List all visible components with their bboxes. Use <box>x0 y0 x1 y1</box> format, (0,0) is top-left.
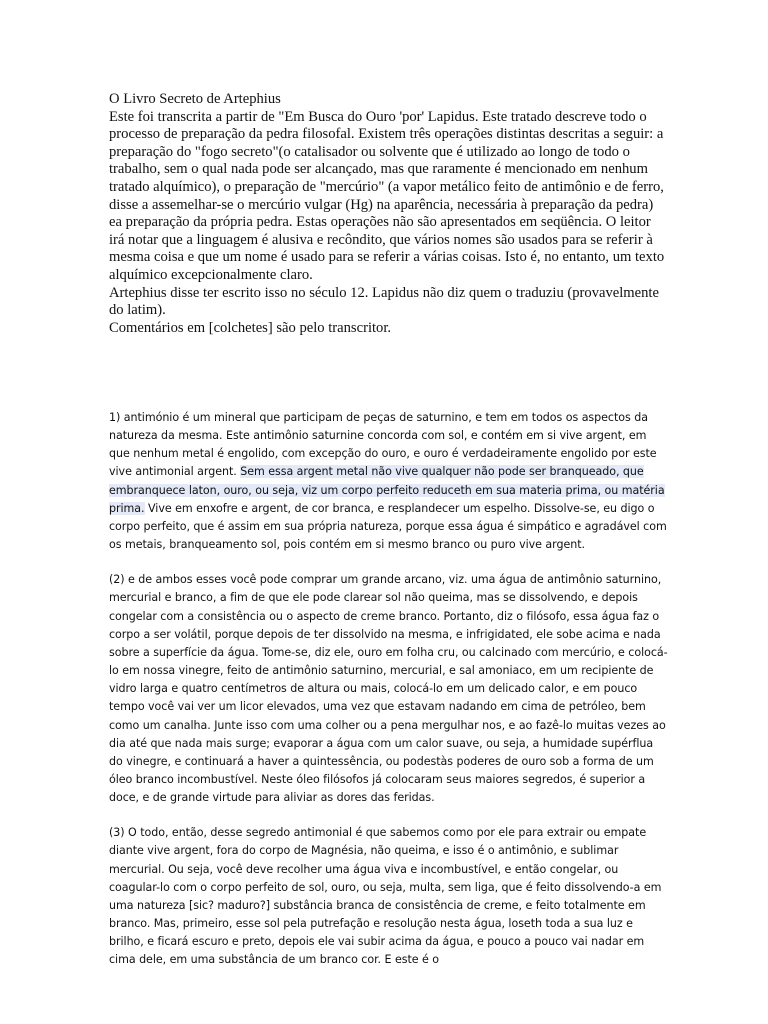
highlighted-text[interactable]: Sem essa argent metal não vive qualquer não pode ser branqueado, que embranquece laton, ouro, ou seja, viz um corpo perfeito reduceth em sua materia prima, ou matéria prima. <box>109 465 665 515</box>
intro-paragraph: Este foi transcrita a partir de "Em Busca do Ouro 'por' Lapidus. Este tratado descreve todo o processo de preparação da pedra filosofal. Existem três operações distintas descritas a seguir: a preparação do "fogo secreto"(o catalisador ou solvente que é utilizado ao longo de todo o trabalho, sem o qual nada pode ser alcançado, mas que raramente é mencionado em nenhum tratado alquímico), o preparação de "mercúrio" (a vapor metálico feito de antimônio e de ferro, disse a assemelhar-se o mercúrio vulgar (Hg) na aparência, necessária à preparação da pedra) ea preparação da própria pedra. Estas operações não são apresentados em seqüência. O leitor irá notar que a linguagem é alusiva e recôndito, que vários nomes são usados para se referir à mesma coisa e que um nome é usado para se referir a várias coisas. Isto é, no entanto, um texto alquímico excepcionalmente claro. <box>109 108 665 283</box>
section-3-paragraph: (3) O todo, então, desse segredo antimonial é que sabemos como por ele para extrair ou empate diante vive argent, fora do corpo de Magnésia, não queima, e isso é o antimônio, e sublimar mercurial. Ou seja, você deve recolher uma água viva e incombustível, e então congelar, ou coagular-lo com o corpo perfeito de sol, ouro, ou seja, multa, sem liga, que é feito dissolvendo-a em uma natureza [sic? maduro?] substância branca de consistência de creme, e feito totalmente em branco. Mas, primeiro, esse sol pela putrefação e resolução nesta água, loseth toda a sua luz e brilho, e ficará escuro e preto, depois ele vai subir acima da água, e pouco a pouco vai nadar em cima dele, em uma substância de um branco cor. E este é o <box>109 826 662 967</box>
intro-paragraph: Artephius disse ter escrito isso no século 12. Lapidus não diz quem o traduziu (provavelmente do latim). <box>109 284 659 319</box>
intro-paragraph: Comentários em [colchetes] são pelo transcritor. <box>109 319 392 336</box>
body-text <box>109 409 669 987</box>
intro-block <box>109 91 669 337</box>
section-1-text: Vive em enxofre e argent, de cor branca, e resplandecer um espelho. Dissolve-se, eu digo o corpo perfeito, que é assim em sua própria natureza, porque essa água é simpático e agradável com os metais, branqueamento sol, pois contém em si mesmo branco ou puro vive argent. <box>109 501 667 552</box>
section-1-paragraph <box>109 409 669 554</box>
document-title: O Livro Secreto de Artephius <box>109 91 281 107</box>
section-2-paragraph: (2) e de ambos esses você pode comprar um grande arcano, viz. uma água de antimônio saturnino, mercurial e branco, a fim de que ele pode clarear sol não queima, mas se dissolvendo, e depois congelar com a consistência ou o aspecto de creme branco. Portanto, diz o filósofo, essa água faz o corpo a ser volátil, porque depois de ter dissolvido na mesma, e infrigidated, ele sobe acima e nada sobre a superfície da água. Tome-se, diz ele, ouro em folha cru, ou calcinado com mercúrio, e colocá-lo em nossa vinegre, feito de antimônio saturnino, mercurial, e sal amoniaco, em um recipiente de vidro larga e quatro centímetros de altura ou mais, colocá-lo em um delicado calor, e em pouco tempo você vai ver um licor elevados, uma vez que estavam nadando em cima de petróleo, bem como um canalha. Junte isso com uma colher ou a pena mergulhar nos, e ao fazê-lo muitas vezes ao dia até que nada mais surge; evaporar a água com um calor suave, ou seja, a humidade supérflua do vinegre, e continuará a haver a quintessência, ou podestàs poderes de ouro sob a forma de um óleo branco incombustível. Neste óleo filósofos já colocaram seus maiores segredos, é superior a doce, e de grande virtude para aliviar as dores das feridas. <box>109 573 668 805</box>
section-1-text: 1) antimónio é um mineral que participam de peças de saturnino, e tem em todos os aspectos da natureza da mesma. Este antimônio saturnine concorda com sol, e contém em si vive argent, em que nenhum metal é engolido, com excepção do ouro, e ouro é verdadeiramente engolido por este vive antimonial argent. <box>109 411 657 479</box>
